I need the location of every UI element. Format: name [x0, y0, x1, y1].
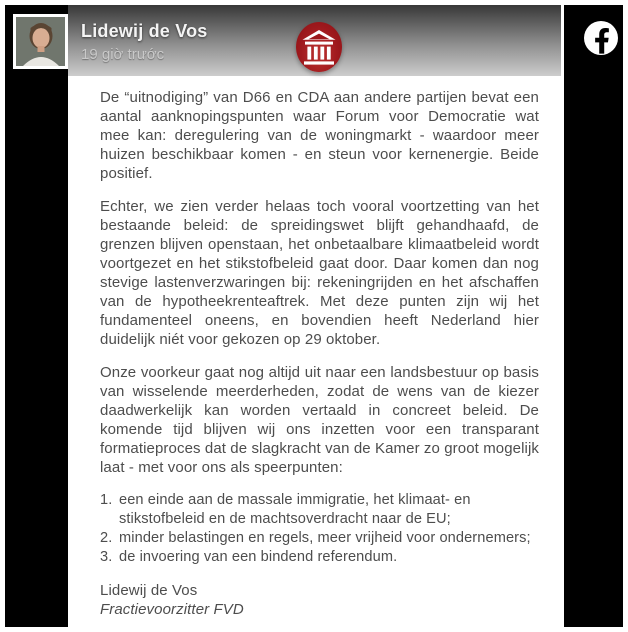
avatar[interactable] [13, 14, 68, 69]
author-name[interactable]: Lidewij de Vos [81, 21, 208, 41]
list-item [100, 491, 539, 529]
list-item [100, 529, 539, 548]
paragraph: Echter, we zien verder helaas toch vooral voortzetting van het bestaande beleid: de spreidingswet blijft gehandhaafd, de grenzen blijven openstaan, het onbetaalbare klimaatbeleid wordt voortgezet en het stikstofbeleid gaat door. Daar komen dan nog stevige lastenverzwaringen bij: rekeningrijden en het afschaffen van de hypotheekrenteaftrek. Met deze punten zijn wij het fundamenteel oneens, en bovendien heeft Nederland hier duidelijk niét voor gekozen op 29 oktober. [100, 198, 539, 348]
temple-icon [296, 22, 342, 72]
signature-title: Fractievoorzitter FVD [100, 601, 244, 618]
paragraph: Onze voorkeur gaat nog altijd uit naar een landsbestuur op basis van wisselende meerderheden, zodat de wens van de kiezer daadwerkelijk kan worden vertaald in concreet beleid. De komende tijd blijven wij ons inzetten voor een transparant formatieproces dat de slagkracht van de Kamer zo groot mogelijk laat - met voor ons als speerpunten: [100, 364, 540, 476]
facebook-icon[interactable] [583, 20, 619, 56]
signature-block [100, 581, 539, 619]
list-text: een einde aan de massale immigratie, het klimaat- en stikstofbeleid en de machtsoverdracht naar de EU; [119, 492, 471, 527]
list-number: 1. [100, 492, 113, 508]
fvd-logo [296, 22, 342, 72]
list-text: de invoering van een bindend referendum. [119, 549, 398, 565]
document-image [68, 5, 564, 627]
paragraph: De “uitnodiging” van D66 en CDA aan andere partijen bevat een aantal aanknopingspunten waar Forum voor Democratie wat mee kan: deregulering van de woningmarkt - waardoor meer huizen beschikbaar komen - en steun voor kernenergie. Beide positief. [100, 89, 539, 182]
list-number: 3. [100, 549, 113, 565]
list-text: minder belastingen en regels, meer vrijheid voor ondernemers; [119, 530, 531, 546]
ordered-list [100, 491, 539, 567]
profile-photo [16, 17, 65, 66]
post-timestamp[interactable]: 19 giờ trước [81, 46, 165, 63]
header-gradient [68, 5, 561, 76]
media-image[interactable] [5, 5, 623, 627]
list-item [100, 548, 539, 567]
signature-name: Lidewij de Vos [100, 582, 198, 599]
letter-body [100, 88, 539, 619]
list-number: 2. [100, 530, 113, 546]
